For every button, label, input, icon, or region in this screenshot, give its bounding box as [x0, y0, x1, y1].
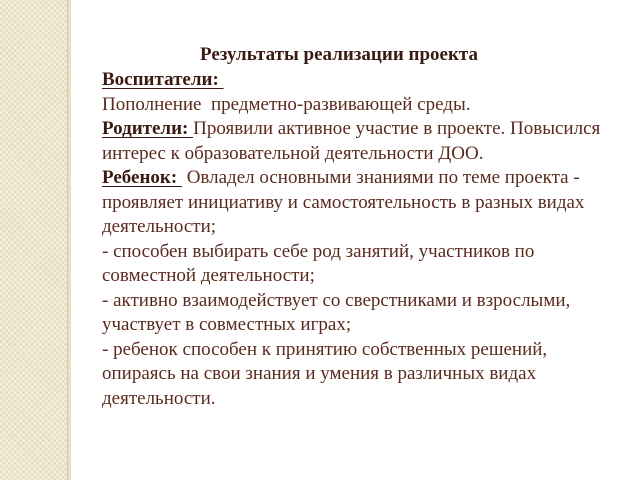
child-label: Ребенок:: [102, 167, 182, 188]
educators-text: Пополнение предметно-развивающей среды.: [102, 93, 471, 115]
child-item: - способен выбирать себе род занятий, участников по совместной деятельности;: [102, 240, 535, 286]
child-text: Овладел основными знаниями по теме проекта - проявляет инициативу и самостоятельность в разных видах деятельности;: [102, 167, 590, 237]
child-block: [102, 166, 610, 240]
slide-title: Результаты реализации проекта: [200, 44, 478, 65]
child-item: - ребенок способен к принятию собственных решений, опираясь на свои знания и умения в различных видах деятельности.: [102, 338, 548, 409]
parents-label: Родители:: [102, 118, 194, 139]
child-item: - активно взаимодействует со сверстниками и взрослыми, участвует в совместных играх;: [102, 289, 571, 335]
slide-content: [102, 42, 610, 411]
educators-label: Воспитатели:: [102, 69, 224, 90]
decorative-border-line: [67, 0, 71, 480]
parents-text: Проявили активное участие в проекте. Повысился интерес к образовательной деятельности ДОО.: [102, 118, 605, 164]
educators-block: [102, 68, 610, 117]
parents-block: [102, 117, 610, 166]
decorative-border-pattern: [0, 0, 67, 480]
